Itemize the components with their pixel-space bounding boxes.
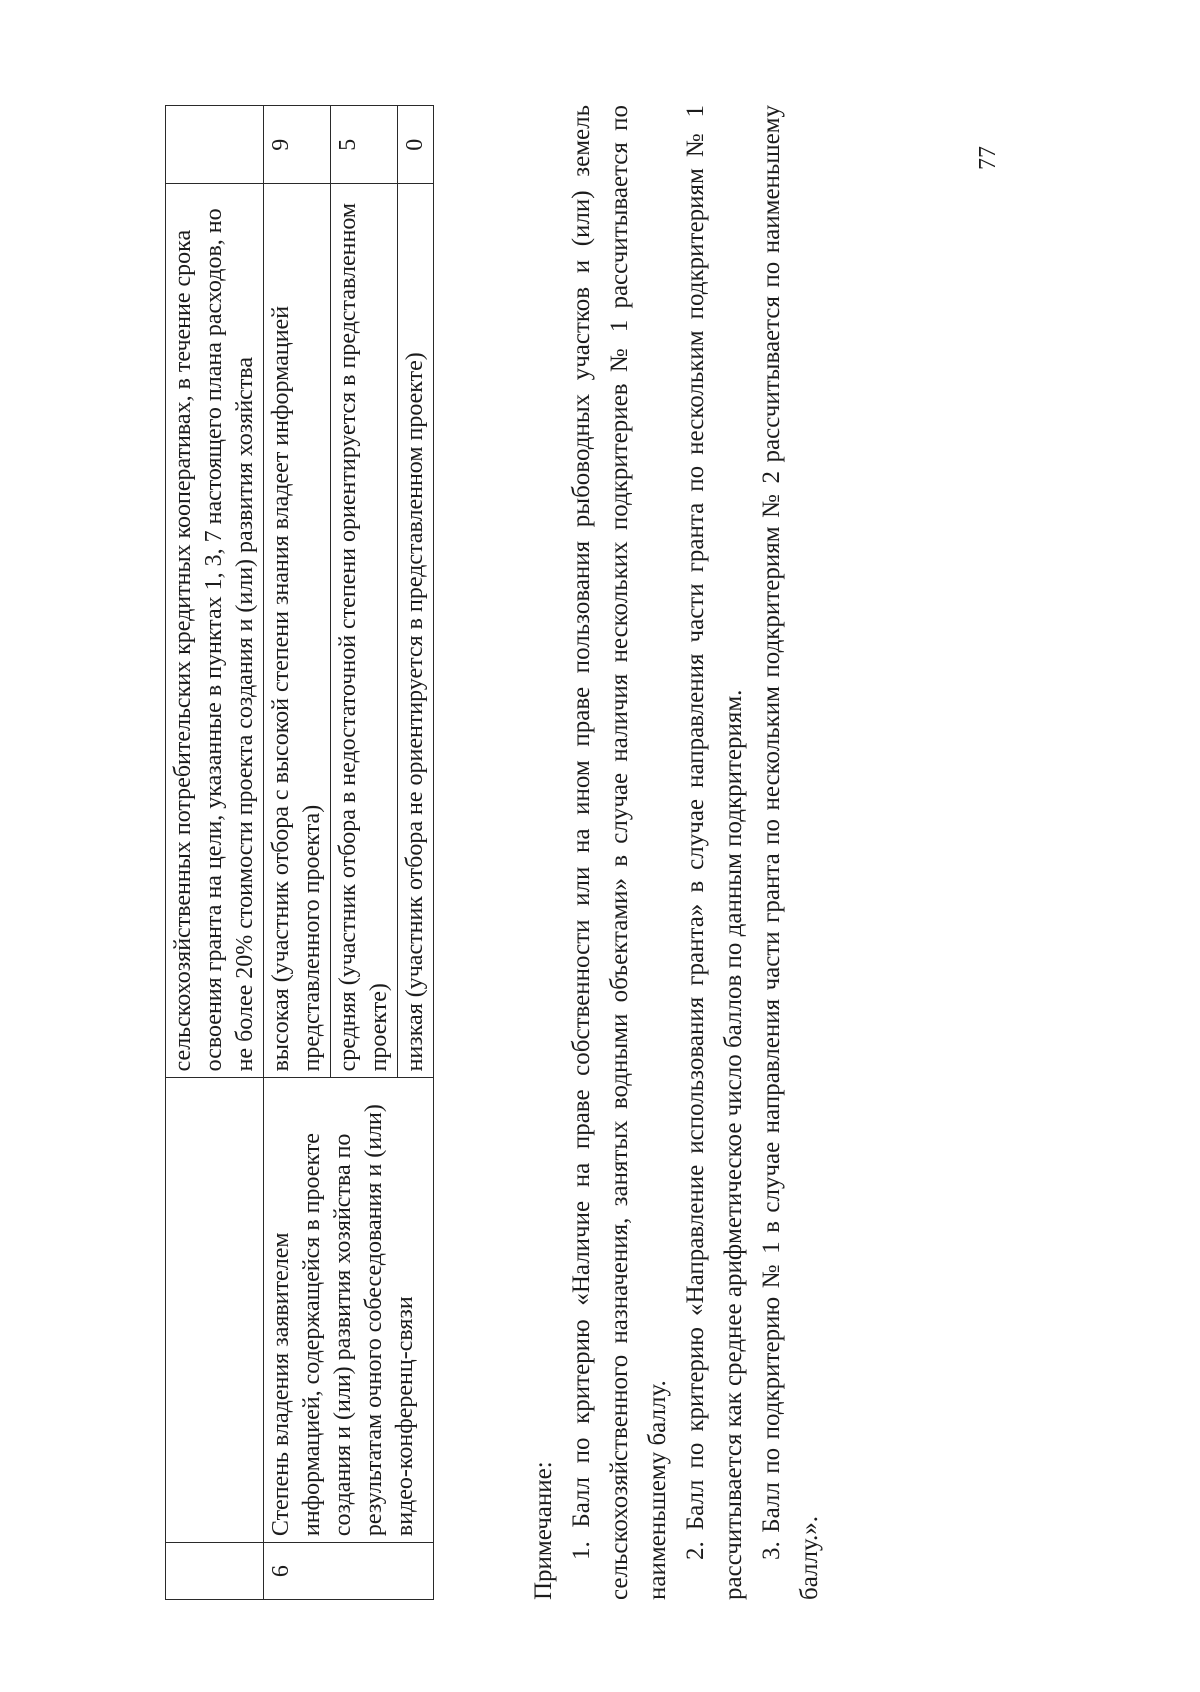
note-item: 2. Балл по критерию «Направление использования гранта» в случае направления части гранта по нескольким подкритериям № 1 рассчитывается как среднее арифметическое число баллов по данным подкритериям. xyxy=(682,105,747,1600)
score-cell: 0 xyxy=(398,106,434,184)
criteria-table xyxy=(165,105,434,1600)
table-row xyxy=(264,106,331,1600)
description-cell: средняя (участник отбора в недостаточной степени ориентируется в представленном проекте) xyxy=(331,184,398,1078)
note-item: 1. Балл по критерию «Наличие на праве собственности или на ином праве пользования рыбоводных участков и (или) земель сельскохозяйственного назначения, занятых водными объектами» в случае наличия нескольких подкритериев № 1 рассчитывается по наименьшему баллу. xyxy=(568,105,671,1600)
description-cell: высокая (участник отбора с высокой степени знания владеет информацией представленного проекта) xyxy=(264,184,331,1078)
row-number-cell xyxy=(166,1543,264,1600)
row-number-cell: 6 xyxy=(264,1543,434,1600)
table-row xyxy=(166,106,264,1600)
page-number: 77 xyxy=(975,146,1001,170)
score-cell: 5 xyxy=(331,106,398,184)
note-item: 3. Балл по подкритерию № 1 в случае направления части гранта по нескольким подкритериям № 2 рассчитывается по наименьшему баллу.». xyxy=(758,105,823,1600)
note-block xyxy=(525,105,829,1600)
criterion-cell xyxy=(166,1078,264,1543)
score-cell: 9 xyxy=(264,106,331,184)
score-cell xyxy=(166,106,264,184)
description-cell: сельскохозяйственных потребительских кредитных кооперативах, в течение срока освоения гранта на цели, указанные в пунктах 1, 3, 7 настоящего плана расходов, но не более 20% стоимости проекта создания и (или) развития хозяйства xyxy=(166,184,264,1078)
description-cell: низкая (участник отбора не ориентируется в представленном проекте) xyxy=(398,184,434,1078)
rotated-page-content xyxy=(165,105,1065,1600)
note-heading: Примечание: xyxy=(530,1461,557,1600)
criterion-cell: Степень владения заявителем информацией, содержащейся в проекте создания и (или) развития хозяйства по результатам очного собеседования и (или) видео-конференц-связи xyxy=(264,1078,434,1543)
